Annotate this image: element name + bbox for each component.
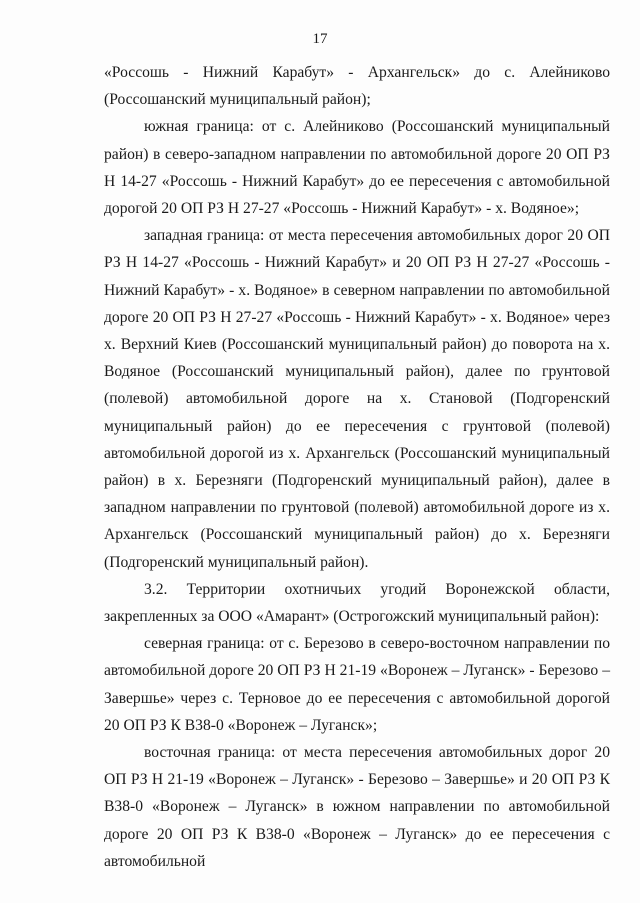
paragraph-southern-border: южная граница: от с. Алейниково (Россошанский муниципальный район) в северо-западном направлении по автомобильной дороге 20 ОП РЗ Н 14-27 «Россошь - Нижний Карабут» до ее пересечения с автомобильной дорогой 20 ОП РЗ Н 27-27 «Россошь - Нижний Карабут» - х. Водяное»; (104, 118, 610, 218)
document-body (104, 59, 610, 875)
paragraph-eastern-border: восточная граница: от места пересечения автомобильных дорог 20 ОП РЗ Н 21-19 «Воронеж – Луганск» - Березово – Завершье» и 20 ОП РЗ К В38-0 «Воронеж – Луганск» в южном направлении по автомобильной дороге 20 ОП РЗ К В38-0 «Воронеж – Луганск» до ее пересечения с автомобильной (104, 744, 610, 870)
paragraph-northern-border: северная граница: от с. Березово в северо-восточном направлении по автомобильной дороге 20 ОП РЗ Н 21-19 «Воронеж – Луганск» - Березово – Завершье» через с. Терновое до ее пересечения с автомобильной дорогой 20 ОП РЗ К В38-0 «Воронеж – Луганск»; (104, 635, 610, 734)
page-number: 17 (312, 31, 328, 47)
paragraph-continuation: «Россошь - Нижний Карабут» - Архангельск» до с. Алейниково (Россошанский муниципальный район); (104, 64, 610, 109)
paragraph-section-3-2: 3.2. Территории охотничьих угодий Воронежской области, закрепленных за ООО «Амарант» (Острогожский муниципальный район): (104, 580, 610, 626)
paragraph-western-border: западная граница: от места пересечения автомобильных дорог 20 ОП РЗ Н 14-27 «Россошь - Нижний Карабут» и 20 ОП РЗ Н 27-27 «Россошь - Нижний Карабут» - х. Водяное» в северном направлении по автомобильной дороге 20 ОП РЗ Н 27-27 «Россошь - Нижний Карабут» - х. Водяное» через х. Верхний Киев (Россошанский муниципальный район) до поворота на х. Водяное (Россошанский муниципальный район), далее по грунтовой (полевой) автомобильной дороге на х. Становой (Подгоренский муниципальный район) до ее пересечения с грунтовой (полевой) автомобильной дорогой из х. Архангельск (Россошанский муниципальный район) в х. Березняги (Подгоренский муниципальный район), далее в западном направлении по грунтовой (полевой) автомобильной дороге из х. Архангельск (Россошанский муниципальный район) до х. Березняги (Подгоренский муниципальный район). (104, 227, 610, 571)
